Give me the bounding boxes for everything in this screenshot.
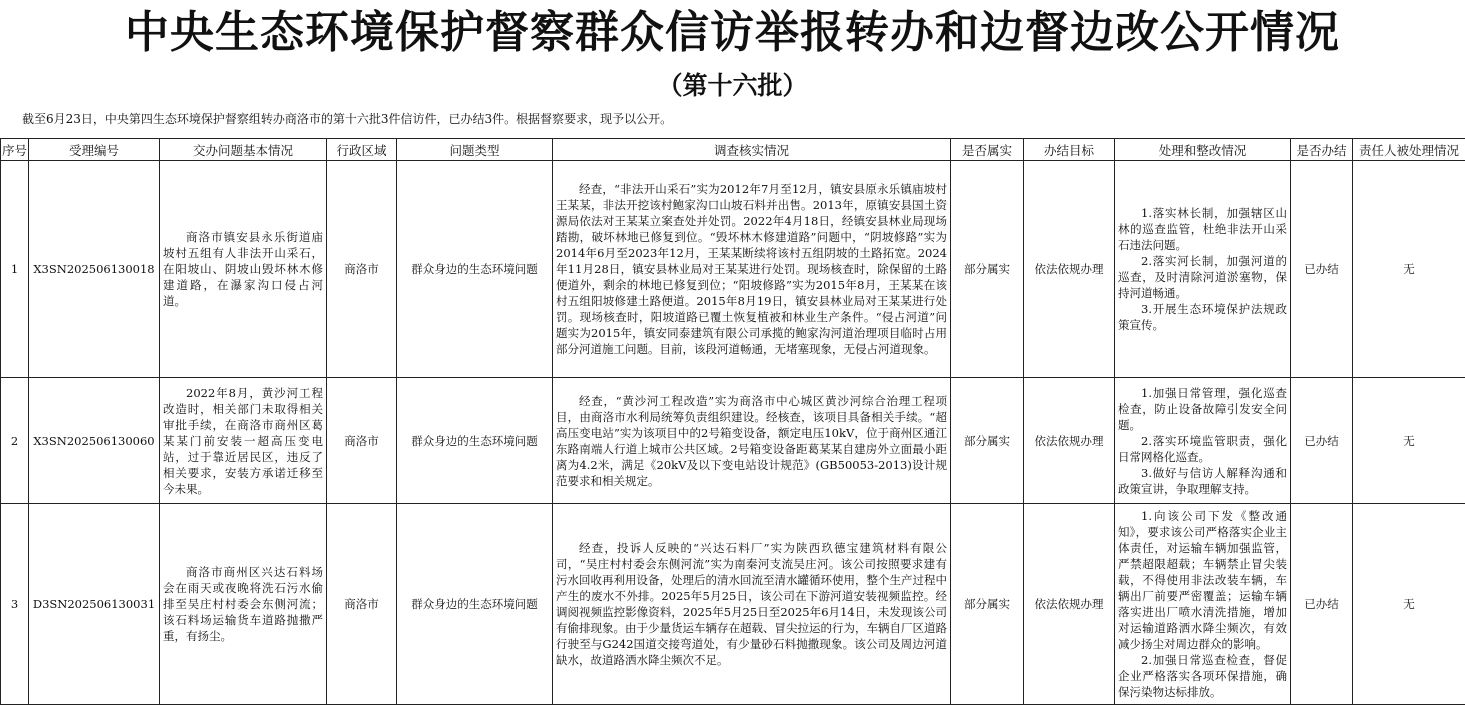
column-header-done: 是否办结 <box>1291 139 1353 161</box>
cell-no: 3 <box>1 504 29 705</box>
intro-paragraph: 截至6月23日，中央第四生态环境保护督察组转办商洛市的第十六批3件信访件，已办结3件。根据督察要求，现予以公开。 <box>22 109 1442 129</box>
cell-no: 2 <box>1 378 29 504</box>
table-header-row <box>1 139 1465 161</box>
cell-code: X3SN202506130018 <box>29 161 160 378</box>
table-row <box>1 504 1465 705</box>
document-subtitle: （第十六批） <box>0 70 1465 102</box>
column-header-punish: 责任人被处理情况 <box>1353 139 1465 161</box>
cell-type: 群众身边的生态环境问题 <box>397 378 553 504</box>
cell-goal: 依法依规办理 <box>1024 161 1115 378</box>
action-step: 1.落实林长制，加强辖区山林的巡查监管，杜绝非法开山采石违法问题。 <box>1118 205 1287 253</box>
cell-investigation: 经查，“非法开山采石”实为2012年7月至12月，镇安县原永乐镇庙坡村王某某，非法开挖该村鲍家沟口山坡石料并出售。2013年，原镇安县国土资源局依法对王某某立案查处并处罚。2022年4月18日，经镇安县林业局现场踏勘，破坏林地已修复到位。“毁坏林木修建道路”问题中，“阴坡修路”实为2014年6月至2023年12月，王某某断续将该村五组阴坡的土路拓宽。2024年11月28日，镇安县林业局对王某某进行处罚。现场核查时，除保留的土路便道外，剩余的林地已修复到位；“阳坡修路”实为2015年8月，王某某在该村五组阳坡修建土路便道。2015年8月19日，镇安县林业局对王某某进行处罚。现场核查时，阳坡道路已覆土恢复植被和林业生产条件。“侵占河道”问题实为2015年，镇安同泰建筑有限公司承揽的鲍家沟河道治理项目临时占用部分河道施工问题。目前，该段河道畅通，无堵塞现象，无侵占河道现象。 <box>553 161 951 378</box>
cell-done: 已办结 <box>1291 161 1353 378</box>
column-header-region: 行政区域 <box>327 139 397 161</box>
cell-region: 商洛市 <box>327 378 397 504</box>
cell-punish: 无 <box>1353 504 1465 705</box>
column-header-type: 问题类型 <box>397 139 553 161</box>
column-header-truth: 是否属实 <box>951 139 1024 161</box>
cell-region: 商洛市 <box>327 161 397 378</box>
action-step: 1.向该公司下发《整改通知》，要求该公司严格落实企业主体责任，对运输车辆加强监管，严禁超限超载；车辆禁止冒尖装载，不得使用非法改装车辆，车辆出厂前要严密覆盖；运输车辆落实进出厂喷水清洗措施，增加对运输道路洒水降尘频次，有效减少扬尘对周边群众的影响。 <box>1118 508 1287 652</box>
cell-truth: 部分属实 <box>951 504 1024 705</box>
cell-issue: 商洛市镇安县永乐街道庙坡村五组有人非法开山采石，在阳坡山、阴坡山毁坏林木修建道路，在瀑家沟口侵占河道。 <box>160 161 327 378</box>
cell-investigation: 经查，“黄沙河工程改造”实为商洛市中心城区黄沙河综合治理工程项目，由商洛市水利局统筹负责组织建设。经核查，该项目具备相关手续。“超高压变电站”实为该项目中的2号箱变设备，额定电压10kV，位于商州区通江东路南端人行道上城市公共区域。2号箱变设备距葛某某自建房外立面最小距离为4.2米，满足《20kV及以下变电站设计规范》(GB50053-2013)设计规范要求和相关规定。 <box>553 378 951 504</box>
column-header-no: 序号 <box>1 139 29 161</box>
cell-investigation: 经查，投诉人反映的“兴达石料厂”实为陕西玖德宝建筑材料有限公司，“吴庄村村委会东侧河流”实为南秦河支流吴庄河。该公司按照要求建有污水回收再利用设备，处理后的清水回流至清水罐循环使用，整个生产过程中产生的废水不外排。2025年5月25日，该公司在下游河道安装视频监控。经调阅视频监控影像资料，2025年5月25日至2025年6月14日，未发现该公司有偷排现象。由于少量货运车辆存在超载、冒尖拉运的行为，车辆自厂区道路行驶至与G242国道交接弯道处，有少量砂石料抛撒现象。该公司及周边河道缺水，故道路洒水降尘频次不足。 <box>553 504 951 705</box>
cell-punish: 无 <box>1353 378 1465 504</box>
document-title: 中央生态环境保护督察群众信访举报转办和边督边改公开情况 <box>0 4 1465 62</box>
cell-done: 已办结 <box>1291 378 1353 504</box>
action-step: 2.落实河长制，加强河道的巡查，及时清除河道淤塞物，保持河道畅通。 <box>1118 253 1287 301</box>
action-step: 2.加强日常巡查检查，督促企业严格落实各项环保措施，确保污染物达标排放。 <box>1118 652 1287 700</box>
cell-type: 群众身边的生态环境问题 <box>397 161 553 378</box>
cell-issue: 2022年8月，黄沙河工程改造时，相关部门未取得相关审批手续，在商洛市商州区葛某某门前安装一超高压变电站，过于靠近居民区，违反了相关要求，安装方承诺迁移至今未果。 <box>160 378 327 504</box>
action-step: 3.做好与信访人解释沟通和政策宣讲，争取理解支持。 <box>1118 465 1287 497</box>
cell-issue: 商洛市商州区兴达石料场会在雨天或夜晚将洗石污水偷排至吴庄村村委会东侧河流；该石料场运输货车道路抛撒严重，有扬尘。 <box>160 504 327 705</box>
column-header-issue: 交办问题基本情况 <box>160 139 327 161</box>
action-step: 3.开展生态环境保护法规政策宣传。 <box>1118 301 1287 333</box>
cell-truth: 部分属实 <box>951 161 1024 378</box>
column-header-goal: 办结目标 <box>1024 139 1115 161</box>
table-row <box>1 161 1465 378</box>
column-header-investigation: 调查核实情况 <box>553 139 951 161</box>
petition-table <box>0 138 1465 705</box>
cell-code: X3SN202506130060 <box>29 378 160 504</box>
cell-goal: 依法依规办理 <box>1024 504 1115 705</box>
table-row <box>1 378 1465 504</box>
cell-actions <box>1115 161 1291 378</box>
cell-code: D3SN202506130031 <box>29 504 160 705</box>
cell-region: 商洛市 <box>327 504 397 705</box>
cell-no: 1 <box>1 161 29 378</box>
cell-punish: 无 <box>1353 161 1465 378</box>
action-step: 1.加强日常管理，强化巡查检查，防止设备故障引发安全问题。 <box>1118 385 1287 433</box>
cell-truth: 部分属实 <box>951 378 1024 504</box>
action-step: 2.落实环境监管职责，强化日常网格化巡查。 <box>1118 433 1287 465</box>
cell-type: 群众身边的生态环境问题 <box>397 504 553 705</box>
cell-actions <box>1115 504 1291 705</box>
cell-actions <box>1115 378 1291 504</box>
column-header-actions: 处理和整改情况 <box>1115 139 1291 161</box>
cell-goal: 依法依规办理 <box>1024 378 1115 504</box>
cell-done: 已办结 <box>1291 504 1353 705</box>
column-header-code: 受理编号 <box>29 139 160 161</box>
